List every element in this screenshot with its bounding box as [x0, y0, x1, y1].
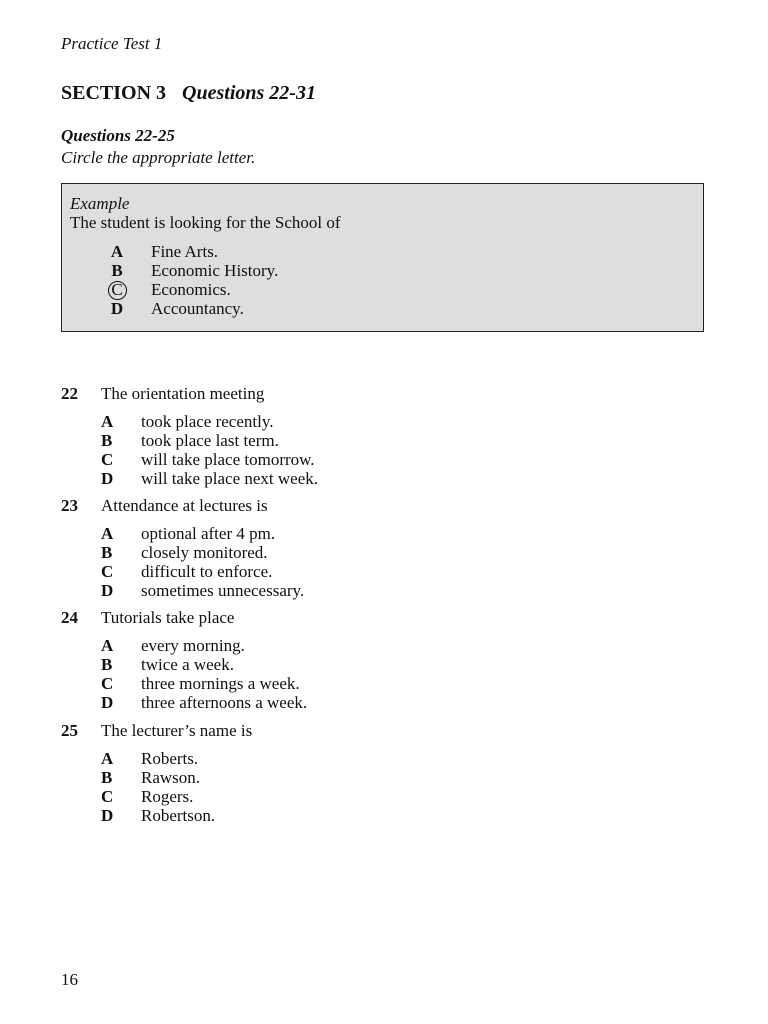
- question-24-option-c[interactable]: [101, 674, 300, 693]
- section-question-range: Questions 22-31: [182, 82, 316, 104]
- option-text: closely monitored.: [141, 543, 268, 562]
- option-letter: A: [101, 749, 114, 768]
- example-option-d[interactable]: [106, 299, 244, 318]
- question-23-option-c[interactable]: [101, 562, 273, 581]
- option-letter: B: [111, 261, 123, 280]
- option-text: difficult to enforce.: [141, 562, 273, 581]
- question-24-option-b[interactable]: [101, 655, 234, 674]
- option-letter-wrap: [106, 280, 128, 300]
- option-text: optional after 4 pm.: [141, 524, 276, 543]
- option-letter: C: [101, 562, 114, 581]
- option-text: Robertson.: [141, 806, 216, 825]
- option-text: three mornings a week.: [141, 674, 300, 693]
- example-option-c-selected[interactable]: [106, 280, 231, 299]
- question-23-option-b[interactable]: [101, 543, 268, 562]
- question-25-option-d[interactable]: [101, 806, 216, 825]
- question-number: 25: [61, 721, 78, 740]
- instruction-text: Circle the appropriate letter.: [61, 148, 256, 167]
- option-text: three afternoons a week.: [141, 693, 308, 712]
- option-letter: C: [101, 674, 114, 693]
- option-letter: C: [101, 450, 114, 469]
- question-24-option-d[interactable]: [101, 693, 308, 712]
- option-text: twice a week.: [141, 655, 234, 674]
- option-letter: B: [101, 655, 113, 674]
- option-letter: B: [101, 768, 113, 787]
- option-letter: D: [101, 806, 114, 825]
- option-text: Rawson.: [141, 768, 201, 787]
- question-24-option-a[interactable]: [101, 636, 245, 655]
- option-letter: A: [101, 636, 114, 655]
- example-option-b[interactable]: [106, 261, 279, 280]
- question-23-option-a[interactable]: [101, 524, 276, 543]
- option-letter: B: [101, 543, 113, 562]
- example-label: Example: [70, 194, 130, 213]
- option-text: Economic History.: [151, 261, 279, 280]
- option-letter: A: [101, 412, 114, 431]
- question-22-option-c[interactable]: [101, 450, 315, 469]
- question-23-option-d[interactable]: [101, 581, 305, 600]
- question-25-option-a[interactable]: [101, 749, 199, 768]
- question-stem: The orientation meeting: [101, 384, 265, 403]
- option-text: took place recently.: [141, 412, 274, 431]
- question-22-option-a[interactable]: [101, 412, 274, 431]
- option-letter: A: [101, 524, 114, 543]
- option-text: Fine Arts.: [151, 242, 219, 261]
- question-stem: Tutorials take place: [101, 608, 235, 627]
- option-text: every morning.: [141, 636, 245, 655]
- question-25-option-b[interactable]: [101, 768, 201, 787]
- example-option-a[interactable]: [106, 242, 219, 261]
- option-text: Economics.: [151, 280, 231, 299]
- option-text: will take place tomorrow.: [141, 450, 315, 469]
- question-stem: Attendance at lectures is: [101, 496, 268, 515]
- question-number: 22: [61, 384, 78, 403]
- option-text: Roberts.: [141, 749, 199, 768]
- page-number: 16: [61, 970, 78, 989]
- option-letter: D: [101, 581, 114, 600]
- question-22-option-d[interactable]: [101, 469, 319, 488]
- question-number: 23: [61, 496, 78, 515]
- section-heading: [61, 82, 316, 105]
- option-letter: B: [101, 431, 113, 450]
- selected-circle-mark: C: [108, 281, 127, 300]
- example-stem: The student is looking for the School of: [70, 213, 341, 232]
- option-text: will take place next week.: [141, 469, 319, 488]
- question-number: 24: [61, 608, 78, 627]
- option-text: Accountancy.: [151, 299, 244, 318]
- option-letter: D: [101, 469, 114, 488]
- option-letter: D: [101, 693, 114, 712]
- section-label: SECTION 3: [61, 82, 167, 104]
- question-22-option-b[interactable]: [101, 431, 279, 450]
- option-letter: C: [101, 787, 114, 806]
- option-letter: A: [110, 242, 124, 261]
- question-stem: The lecturer’s name is: [101, 721, 253, 740]
- running-header: Practice Test 1: [61, 34, 163, 53]
- question-25-option-c[interactable]: [101, 787, 194, 806]
- option-text: sometimes unnecessary.: [141, 581, 305, 600]
- questions-subheading: Questions 22-25: [61, 126, 175, 145]
- option-text: Rogers.: [141, 787, 194, 806]
- option-letter: D: [110, 299, 124, 318]
- option-text: took place last term.: [141, 431, 279, 450]
- example-box: [61, 183, 704, 332]
